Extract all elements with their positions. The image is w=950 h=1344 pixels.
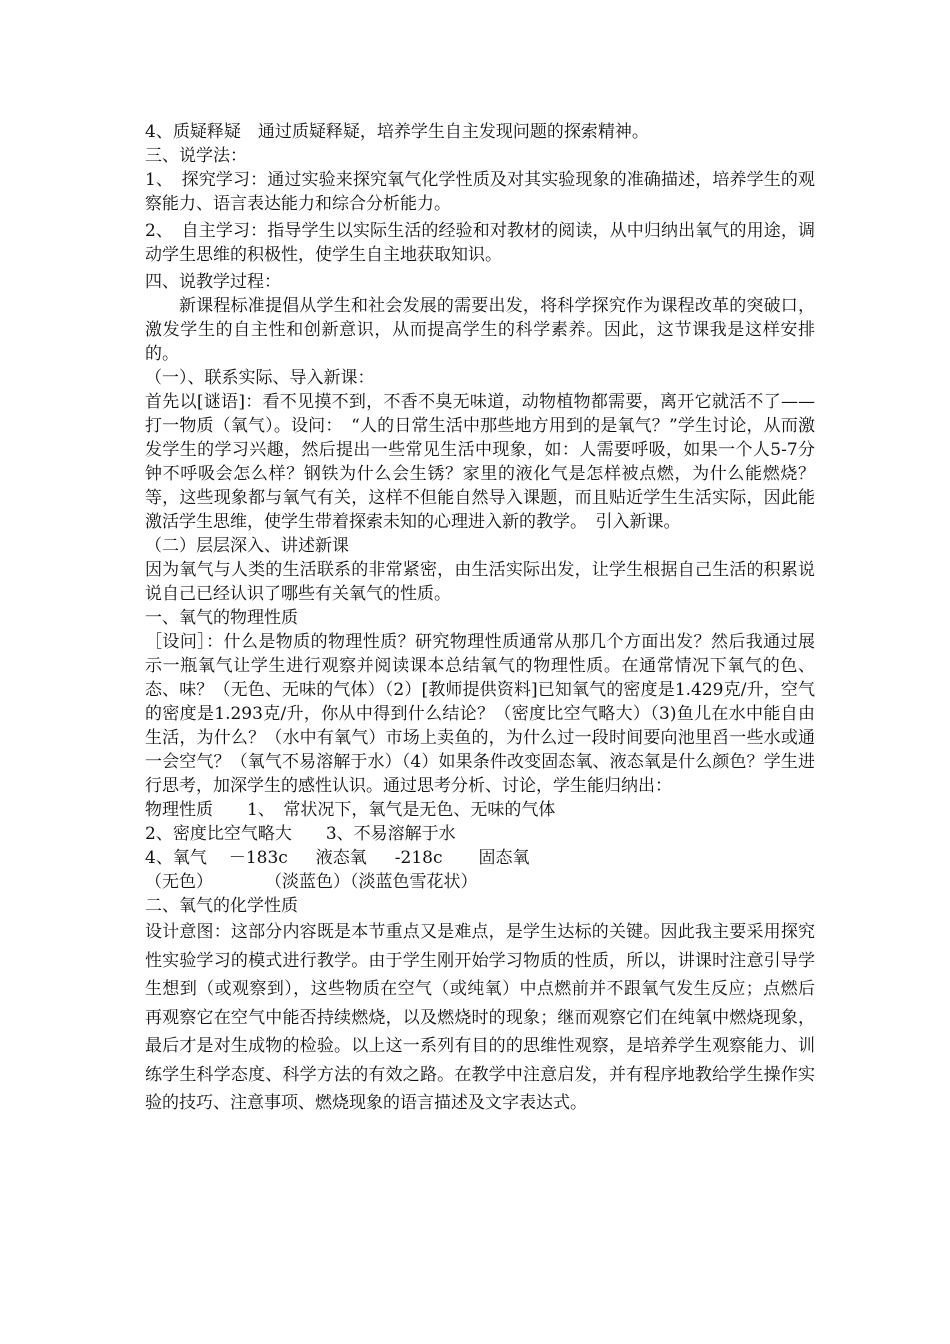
subheading-new-lesson: （二）层层深入、讲述新课 (145, 536, 349, 556)
section-heading-teaching-process: 四、说教学过程： (145, 272, 281, 292)
summary-item-4: 4、氧气 (145, 848, 207, 868)
subheading-introduce-lesson: （一）、联系实际、导入新课： (145, 368, 375, 388)
document-page (145, 120, 815, 1118)
summary-row-3 (145, 846, 815, 870)
temp-1: －183c (228, 848, 288, 868)
paragraph-design-intent: 设计意图：这部分内容既是本节重点又是难点，是学生达标的关键。因此我主要采用探究性实验学习的模式进行教学。由于学生刚开始学习物质的性质，所以，讲课时注意引导学生想到（或观察到），这些物质在空气（或纯氧）中点燃前并不跟氧气发生反应；点燃后再观察它在空气中能否持续燃烧，以及燃烧时的现象；继而观察它们在纯氧中燃烧现象，最后才是对生成物的检验。以上这一系列有目的的思维性观察，是培养学生观察能力、训练学生科学态度、科学方法的有效之路。在教学中注意启发，并有程序地教给学生操作实验的技巧、注意事项、燃烧现象的语言描述及文字表达式。 (145, 922, 815, 1113)
summary-row-2 (145, 822, 815, 846)
paragraph-physical-question: ［设问］：什么是物质的物理性质？研究物理性质通常从那几个方面出发？然后我通过展示一瓶氧气让学生进行观察并阅读课本总结氧气的物理性质。在通常情况下氧气的色、态、味？（无色、无味的气体）（2）[教师提供资料]已知氧气的密度是1.429克/升，空气的密度是1.293克/升，你从中得到什么结论？（密度比空气略大）（3)鱼儿在水中能自由生活，为什么？（水中有氧气）市场上卖鱼的，为什么过一段时间要向池里舀一些水或通一会空气？（氧气不易溶解于水）（4）如果条件改变固态氧、液态氧是什么颜色？学生进行思考，加深学生的感性认识。通过思考分析、讨论，学生能归纳出： (145, 632, 815, 796)
summary-row-4 (145, 870, 815, 894)
section-heading-study-method: 三、说学法： (145, 146, 247, 166)
paragraph-riddle-intro: 首先以[谜语]：看不见摸不到，不香不臭无味道，动物植物都需要，离开它就活不了——打一物质（氧气）。设问： “人的日常生活中那些地方用到的是氧气？”学生讨论，从而激发学生的学习兴趣，然后提出一些常见生活中现象，如：人需要呼吸，如果一个人5-7分钟不呼吸会怎么样？钢铁为什么会生锈？家里的液化气是怎样被点燃，为什么能燃烧？等，这些现象都与氧气有关，这样不但能自然导入课题，而且贴近学生生活实际，因此能激活学生思维，使学生带着探索未知的心理进入新的教学。 引入新课。 (145, 392, 815, 532)
heading-physical-properties: 一、氧气的物理性质 (145, 608, 298, 628)
state-solid: 固态氧 (478, 848, 530, 868)
temp-2: -218c (394, 848, 443, 868)
paragraph-oxygen-life: 因为氧气与人类的生活联系的非常紧密，由生活实际出发，让学生根据自己生活的积累说说自己已经认识了哪些有关氧气的性质。 (145, 560, 815, 604)
color-gas: （无色） (145, 872, 213, 892)
state-liquid: 液态氧 (315, 848, 367, 868)
paragraph-curriculum-standard: 新课程标准提倡从学生和社会发展的需要出发，将科学探究作为课程改革的突破口，激发学生的自主性和创新意识，从而提高学生的科学素养。因此，这节课我是这样安排的。 (145, 296, 815, 364)
summary-item-3: 3、不易溶解于水 (325, 824, 456, 844)
summary-row-1 (145, 798, 815, 822)
paragraph-inquiry-learning: 1、 探究学习：通过实验来探究氧气化学性质及对其实验现象的准确描述，培养学生的观察能力、语言表达能力和综合分析能力。 (145, 170, 815, 214)
summary-item-2: 2、密度比空气略大 (145, 824, 292, 844)
heading-doubt-clarify: 4、质疑释疑 通过质疑释疑，培养学生自主发现问题的探索精神。 (145, 122, 649, 142)
summary-item-1: 1、 常状况下，氧气是无色、无味的气体 (247, 800, 556, 820)
summary-label: 物理性质 (145, 800, 213, 820)
paragraph-autonomous-learning: 2、 自主学习：指导学生以实际生活的经验和对教材的阅读，从中归纳出氧气的用途，调动学生思维的积极性，使学生自主地获取知识。 (145, 221, 815, 265)
heading-chemical-properties: 二、氧气的化学性质 (145, 896, 298, 916)
color-liquid-solid: （淡蓝色）（淡蓝色雪花状） (265, 872, 478, 892)
